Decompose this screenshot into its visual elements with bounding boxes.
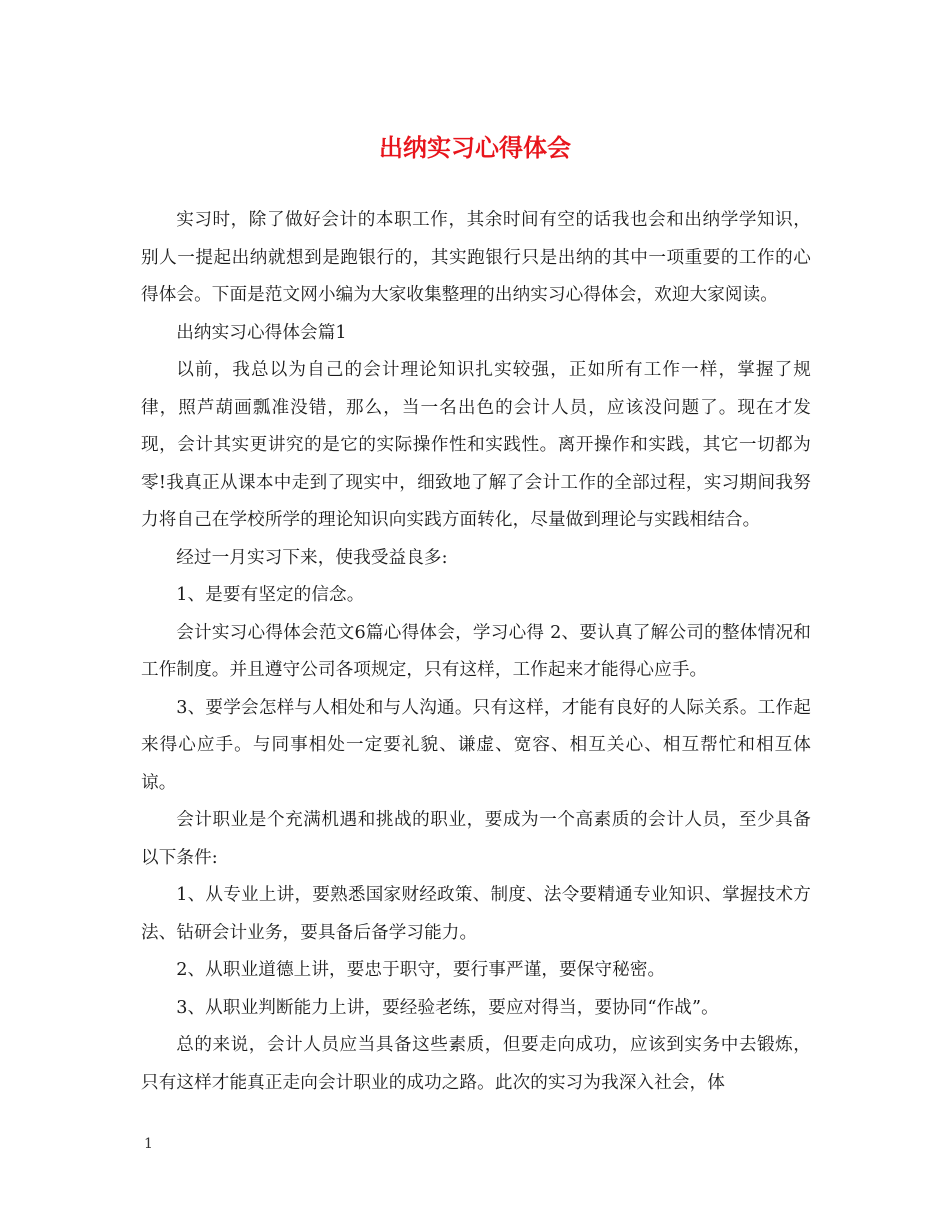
paragraph: 会计职业是个充满机遇和挑战的职业，要成为一个高素质的会计人员，至少具备以下条件: bbox=[141, 810, 811, 868]
list-item: 2、从职业道德上讲，要忠于职守，要行事严谨，要保守秘密。 bbox=[176, 960, 666, 980]
paragraph: 经过一月实习下来，使我受益良多: bbox=[176, 547, 448, 568]
document-body bbox=[141, 202, 811, 1102]
paragraph-intro: 实习时，除了做好会计的本职工作，其余时间有空的话我也会和出纳学学知识，别人一提起出纳就想到是跑银行的，其实跑银行只是出纳的其中一项重要的工作的心得体会。下面是范文网小编为大家收集整理的出纳实习心得体会，欢迎大家阅读。 bbox=[141, 210, 811, 305]
paragraph: 总的来说，会计人员应当具备这些素质，但要走向成功，应该到实务中去锻炼，只有这样才能真正走向会计职业的成功之路。此次的实习为我深入社会，体 bbox=[141, 1035, 811, 1093]
list-item: 1、是要有坚定的信念。 bbox=[176, 585, 365, 605]
page-title: 出纳实习心得体会 bbox=[379, 133, 571, 162]
page-number: 1 bbox=[144, 1136, 153, 1152]
list-item: 3、要学会怎样与人相处和与人沟通。只有这样，才能有良好的人际关系。工作起来得心应手。与同事相处一定要礼貌、谦虚、宽容、相互关心、相互帮忙和相互体谅。 bbox=[141, 697, 811, 793]
list-item: 1、从专业上讲，要熟悉国家财经政策、制度、法令要精通专业知识、掌握技术方法、钻研会计业务，要具备后备学习能力。 bbox=[141, 885, 811, 943]
list-item: 3、从职业判断能力上讲，要经验老练，要应对得当，要协同“作战”。 bbox=[176, 997, 719, 1018]
section-heading: 出纳实习心得体会篇1 bbox=[176, 322, 347, 343]
paragraph: 会计实习心得体会范文6篇心得体会，学习心得 2、要认真了解公司的整体情况和工作制度。并且遵守公司各项规定，只有这样，工作起来才能得心应手。 bbox=[141, 622, 811, 680]
paragraph: 以前，我总以为自己的会计理论知识扎实较强，正如所有工作一样，掌握了规律，照芦葫画瓢准没错，那么，当一名出色的会计人员，应该没问题了。现在才发现，会计其实更讲究的是它的实际操作性和实践性。离开操作和实践，其它一切都为零!我真正从课本中走到了现实中，细致地了解了会计工作的全部过程，实习期间我努力将自己在学校所学的理论知识向实践方面转化，尽量做到理论与实践相结合。 bbox=[141, 360, 811, 530]
